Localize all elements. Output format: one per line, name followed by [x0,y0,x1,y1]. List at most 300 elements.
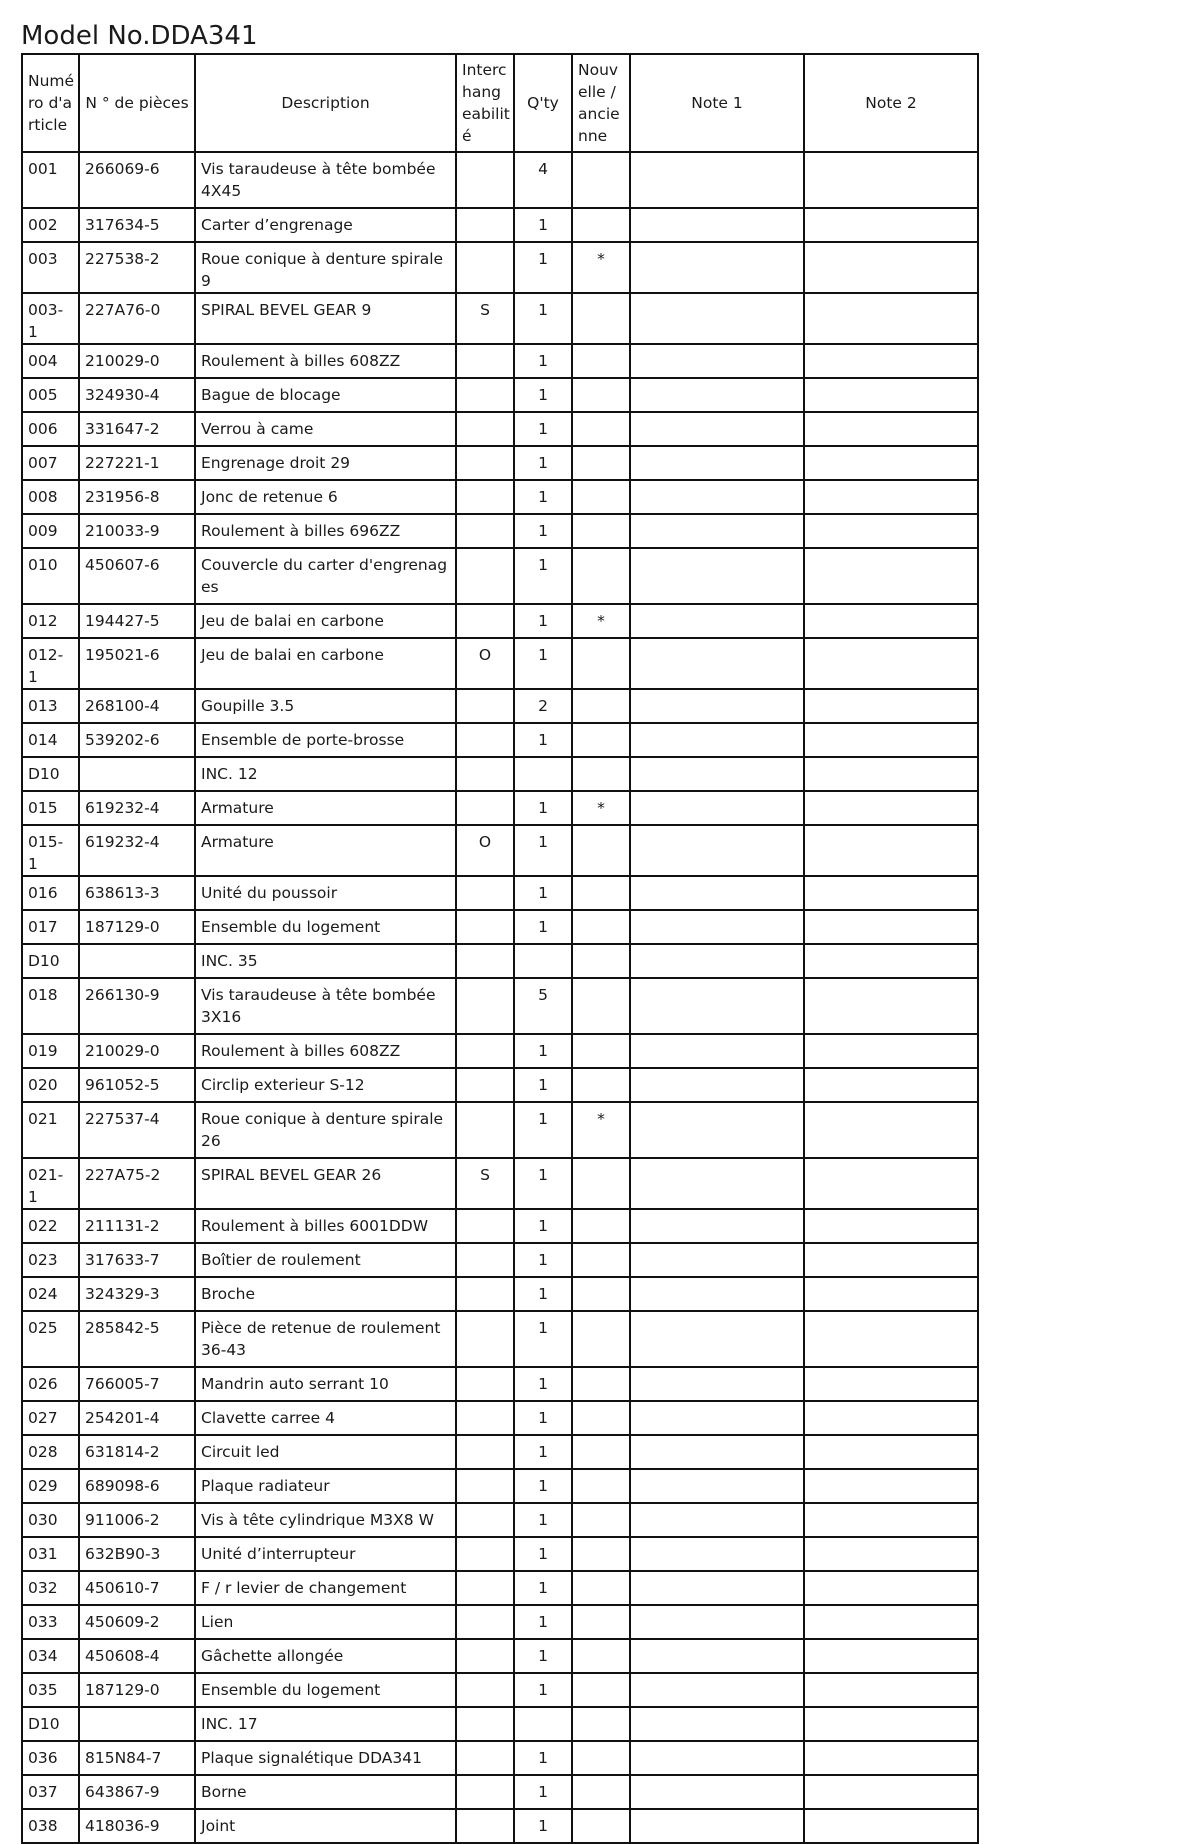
cell-new-old: * [572,604,630,638]
cell-note-1 [630,1311,804,1367]
cell-note-1 [630,1775,804,1809]
cell-description: Jeu de balai en carbone [195,638,456,689]
cell-new-old [572,1673,630,1707]
cell-quantity: 1 [514,723,572,757]
cell-note-1 [630,152,804,208]
cell-item-number: 034 [22,1639,79,1673]
cell-new-old [572,1435,630,1469]
cell-item-number: 026 [22,1367,79,1401]
cell-new-old [572,1537,630,1571]
cell-interchangeability [456,1639,514,1673]
cell-item-number: 020 [22,1068,79,1102]
cell-description: Carter d’engrenage [195,208,456,242]
cell-interchangeability [456,412,514,446]
cell-item-number: 031 [22,1537,79,1571]
column-header-description: Description [195,54,456,152]
cell-item-number: 007 [22,446,79,480]
cell-part-number: 187129-0 [79,1673,195,1707]
cell-quantity: 1 [514,1277,572,1311]
cell-quantity: 1 [514,1102,572,1158]
cell-note-2 [804,208,978,242]
cell-part-number: 317633-7 [79,1243,195,1277]
cell-description: Vis taraudeuse à tête bombée 3X16 [195,978,456,1034]
column-header-interchangeability [456,54,514,152]
column-header-part-number: N ° de pièces [79,54,195,152]
cell-item-number: 024 [22,1277,79,1311]
cell-description: Roulement à billes 608ZZ [195,344,456,378]
cell-item-number: 001 [22,152,79,208]
table-row [22,1367,978,1401]
table-row [22,1158,978,1209]
cell-item-number: 022 [22,1209,79,1243]
cell-note-2 [804,1034,978,1068]
cell-description: Vis taraudeuse à tête bombée 4X45 [195,152,456,208]
cell-item-number: 014 [22,723,79,757]
cell-note-2 [804,1571,978,1605]
cell-quantity [514,757,572,791]
table-row [22,1707,978,1741]
cell-interchangeability [456,910,514,944]
cell-description: Plaque signalétique DDA341 [195,1741,456,1775]
cell-note-2 [804,1673,978,1707]
cell-note-2 [804,1503,978,1537]
cell-new-old [572,208,630,242]
cell-description: Lien [195,1605,456,1639]
cell-note-1 [630,1243,804,1277]
cell-note-1 [630,876,804,910]
cell-item-number: 036 [22,1741,79,1775]
cell-description: Armature [195,825,456,876]
cell-description: Roulement à billes 608ZZ [195,1034,456,1068]
cell-interchangeability [456,1367,514,1401]
cell-quantity: 1 [514,208,572,242]
cell-note-2 [804,378,978,412]
cell-quantity: 1 [514,1605,572,1639]
cell-new-old [572,876,630,910]
cell-interchangeability: S [456,293,514,344]
cell-description: Roue conique à denture spirale 26 [195,1102,456,1158]
cell-note-1 [630,757,804,791]
table-row [22,1809,978,1843]
cell-new-old [572,944,630,978]
table-row [22,1209,978,1243]
cell-description: Vis à tête cylindrique M3X8 W [195,1503,456,1537]
cell-item-number: 012 [22,604,79,638]
cell-new-old [572,1401,630,1435]
table-row [22,446,978,480]
table-row [22,1537,978,1571]
cell-item-number: 018 [22,978,79,1034]
cell-new-old [572,1503,630,1537]
cell-description: Gâchette allongée [195,1639,456,1673]
cell-note-2 [804,1102,978,1158]
cell-quantity: 1 [514,1775,572,1809]
cell-new-old [572,723,630,757]
cell-quantity: 1 [514,1243,572,1277]
cell-note-2 [804,1537,978,1571]
cell-description: Unité d’interrupteur [195,1537,456,1571]
cell-interchangeability [456,514,514,548]
cell-description: Bague de blocage [195,378,456,412]
table-row [22,1068,978,1102]
cell-interchangeability [456,1401,514,1435]
cell-item-number: 021 [22,1102,79,1158]
cell-new-old [572,1707,630,1741]
cell-item-number: 003-1 [22,293,79,344]
cell-description: Borne [195,1775,456,1809]
cell-item-number: 004 [22,344,79,378]
cell-note-1 [630,514,804,548]
cell-interchangeability [456,1673,514,1707]
cell-quantity: 1 [514,1068,572,1102]
table-row [22,1605,978,1639]
cell-note-2 [804,412,978,446]
cell-note-2 [804,1277,978,1311]
cell-note-2 [804,1707,978,1741]
cell-note-1 [630,791,804,825]
cell-new-old [572,1809,630,1843]
cell-new-old [572,689,630,723]
cell-item-number: 027 [22,1401,79,1435]
cell-interchangeability [456,208,514,242]
cell-description: INC. 12 [195,757,456,791]
cell-new-old [572,293,630,344]
cell-note-2 [804,1158,978,1209]
header-line: ancie [578,105,620,123]
cell-new-old [572,1209,630,1243]
cell-description: Broche [195,1277,456,1311]
table-header-row [22,54,978,152]
cell-part-number: 331647-2 [79,412,195,446]
cell-interchangeability [456,791,514,825]
cell-note-1 [630,1673,804,1707]
cell-note-1 [630,910,804,944]
cell-new-old [572,480,630,514]
table-row [22,1243,978,1277]
cell-item-number: 038 [22,1809,79,1843]
cell-quantity: 2 [514,689,572,723]
cell-part-number: 815N84-7 [79,1741,195,1775]
cell-part-number [79,944,195,978]
cell-note-2 [804,548,978,604]
header-line: eabilit [462,105,510,123]
cell-note-1 [630,1034,804,1068]
cell-part-number: 268100-4 [79,689,195,723]
cell-note-1 [630,446,804,480]
cell-quantity: 1 [514,1311,572,1367]
cell-part-number: 961052-5 [79,1068,195,1102]
cell-note-1 [630,242,804,293]
cell-new-old [572,1571,630,1605]
cell-note-1 [630,638,804,689]
cell-part-number: 227537-4 [79,1102,195,1158]
cell-item-number: D10 [22,1707,79,1741]
column-header-note-2: Note 2 [804,54,978,152]
cell-part-number: 254201-4 [79,1401,195,1435]
cell-note-2 [804,1209,978,1243]
cell-item-number: D10 [22,757,79,791]
cell-part-number: 210033-9 [79,514,195,548]
cell-new-old [572,152,630,208]
cell-part-number: 210029-0 [79,1034,195,1068]
cell-note-1 [630,1277,804,1311]
cell-note-2 [804,1809,978,1843]
table-row [22,825,978,876]
cell-new-old [572,548,630,604]
cell-part-number: 324329-3 [79,1277,195,1311]
cell-note-1 [630,1605,804,1639]
cell-note-1 [630,1707,804,1741]
cell-description: Clavette carree 4 [195,1401,456,1435]
cell-part-number: 227A76-0 [79,293,195,344]
cell-interchangeability [456,1209,514,1243]
cell-part-number: 631814-2 [79,1435,195,1469]
cell-interchangeability [456,604,514,638]
cell-note-2 [804,514,978,548]
cell-interchangeability [456,480,514,514]
cell-item-number: 015 [22,791,79,825]
cell-note-2 [804,344,978,378]
cell-new-old [572,1311,630,1367]
cell-note-1 [630,723,804,757]
cell-interchangeability [456,344,514,378]
cell-new-old [572,344,630,378]
cell-part-number: 227A75-2 [79,1158,195,1209]
table-row [22,638,978,689]
cell-new-old [572,1158,630,1209]
table-row [22,242,978,293]
table-row [22,978,978,1034]
cell-note-2 [804,1605,978,1639]
cell-quantity: 1 [514,1809,572,1843]
cell-quantity: 1 [514,1673,572,1707]
cell-note-2 [804,293,978,344]
cell-interchangeability [456,1068,514,1102]
cell-quantity: 1 [514,548,572,604]
cell-note-2 [804,876,978,910]
cell-new-old: * [572,1102,630,1158]
cell-note-1 [630,1571,804,1605]
cell-interchangeability [456,689,514,723]
cell-note-2 [804,1068,978,1102]
cell-part-number [79,757,195,791]
cell-interchangeability [456,1034,514,1068]
cell-quantity: 1 [514,910,572,944]
cell-description: Engrenage droit 29 [195,446,456,480]
cell-part-number: 418036-9 [79,1809,195,1843]
cell-interchangeability [456,1741,514,1775]
cell-note-1 [630,344,804,378]
cell-part-number: 689098-6 [79,1469,195,1503]
cell-description: SPIRAL BEVEL GEAR 26 [195,1158,456,1209]
cell-quantity: 1 [514,604,572,638]
header-line: elle / [578,83,616,101]
table-row [22,152,978,208]
cell-item-number: 033 [22,1605,79,1639]
cell-description: INC. 35 [195,944,456,978]
cell-description: F / r levier de changement [195,1571,456,1605]
cell-quantity: 1 [514,242,572,293]
cell-interchangeability [456,1435,514,1469]
header-line: nne [578,127,608,145]
cell-new-old [572,910,630,944]
cell-quantity [514,1707,572,1741]
cell-new-old [572,757,630,791]
cell-quantity: 1 [514,876,572,910]
cell-quantity: 1 [514,514,572,548]
cell-item-number: 013 [22,689,79,723]
cell-new-old [572,1775,630,1809]
cell-item-number: 017 [22,910,79,944]
cell-item-number: 028 [22,1435,79,1469]
cell-part-number: 227538-2 [79,242,195,293]
cell-part-number: 231956-8 [79,480,195,514]
cell-interchangeability [456,1605,514,1639]
cell-description: Verrou à came [195,412,456,446]
cell-item-number: 012-1 [22,638,79,689]
cell-note-1 [630,1068,804,1102]
cell-item-number: 023 [22,1243,79,1277]
cell-note-1 [630,1158,804,1209]
cell-interchangeability [456,152,514,208]
cell-note-1 [630,1469,804,1503]
cell-description: SPIRAL BEVEL GEAR 9 [195,293,456,344]
cell-interchangeability [456,876,514,910]
cell-note-2 [804,757,978,791]
cell-new-old: * [572,242,630,293]
header-line: Numé [28,72,75,90]
cell-note-2 [804,944,978,978]
cell-description: Boîtier de roulement [195,1243,456,1277]
cell-part-number: 211131-2 [79,1209,195,1243]
table-row [22,412,978,446]
table-row [22,378,978,412]
cell-interchangeability [456,757,514,791]
cell-quantity: 1 [514,638,572,689]
cell-description: Roulement à billes 696ZZ [195,514,456,548]
cell-item-number: 035 [22,1673,79,1707]
cell-new-old [572,378,630,412]
table-row [22,1503,978,1537]
cell-quantity: 1 [514,378,572,412]
cell-item-number: 006 [22,412,79,446]
cell-description: Circlip exterieur S-12 [195,1068,456,1102]
cell-note-2 [804,723,978,757]
cell-note-1 [630,1537,804,1571]
cell-part-number: 450608-4 [79,1639,195,1673]
cell-note-2 [804,1311,978,1367]
table-row [22,514,978,548]
cell-description: INC. 17 [195,1707,456,1741]
cell-note-2 [804,791,978,825]
cell-note-2 [804,1435,978,1469]
cell-part-number: 266069-6 [79,152,195,208]
table-row [22,1775,978,1809]
cell-item-number: 030 [22,1503,79,1537]
cell-note-1 [630,548,804,604]
cell-note-2 [804,242,978,293]
parts-table-body [22,152,978,1843]
cell-note-2 [804,1469,978,1503]
cell-new-old [572,446,630,480]
cell-part-number: 450607-6 [79,548,195,604]
cell-note-1 [630,1367,804,1401]
cell-description: Jeu de balai en carbone [195,604,456,638]
cell-note-1 [630,1401,804,1435]
cell-description: Ensemble du logement [195,910,456,944]
cell-part-number: 450610-7 [79,1571,195,1605]
cell-description: Pièce de retenue de roulement 36-43 [195,1311,456,1367]
header-line: Nouv [578,61,619,79]
column-header-new-old [572,54,630,152]
cell-interchangeability [456,242,514,293]
cell-interchangeability [456,978,514,1034]
table-row [22,1401,978,1435]
column-header-note-1: Note 1 [630,54,804,152]
cell-part-number: 210029-0 [79,344,195,378]
table-row [22,791,978,825]
table-row [22,208,978,242]
cell-part-number: 227221-1 [79,446,195,480]
table-row [22,1673,978,1707]
cell-description: Mandrin auto serrant 10 [195,1367,456,1401]
cell-new-old [572,1639,630,1673]
cell-note-1 [630,1503,804,1537]
cell-new-old [572,1068,630,1102]
cell-part-number: 266130-9 [79,978,195,1034]
cell-item-number: 021-1 [22,1158,79,1209]
cell-note-1 [630,1809,804,1843]
cell-interchangeability [456,1503,514,1537]
table-row [22,1102,978,1158]
cell-interchangeability [456,1707,514,1741]
cell-note-1 [630,1435,804,1469]
cell-item-number: 037 [22,1775,79,1809]
cell-note-1 [630,604,804,638]
table-row [22,480,978,514]
table-row [22,1741,978,1775]
cell-description: Armature [195,791,456,825]
cell-interchangeability [456,1243,514,1277]
cell-quantity: 1 [514,825,572,876]
cell-note-2 [804,825,978,876]
cell-quantity: 1 [514,1034,572,1068]
table-row [22,757,978,791]
cell-description: Roulement à billes 6001DDW [195,1209,456,1243]
cell-part-number: 187129-0 [79,910,195,944]
cell-quantity [514,944,572,978]
cell-quantity: 1 [514,1639,572,1673]
cell-item-number: 019 [22,1034,79,1068]
cell-interchangeability [456,1571,514,1605]
cell-interchangeability [456,1102,514,1158]
cell-note-1 [630,978,804,1034]
cell-new-old: * [572,791,630,825]
cell-quantity: 1 [514,293,572,344]
cell-item-number: D10 [22,944,79,978]
cell-quantity: 1 [514,1503,572,1537]
cell-item-number: 015-1 [22,825,79,876]
cell-interchangeability [456,1809,514,1843]
cell-part-number: 195021-6 [79,638,195,689]
cell-part-number: 911006-2 [79,1503,195,1537]
cell-item-number: 025 [22,1311,79,1367]
cell-new-old [572,1605,630,1639]
cell-new-old [572,638,630,689]
cell-quantity: 1 [514,1158,572,1209]
table-row [22,1469,978,1503]
cell-note-2 [804,1367,978,1401]
